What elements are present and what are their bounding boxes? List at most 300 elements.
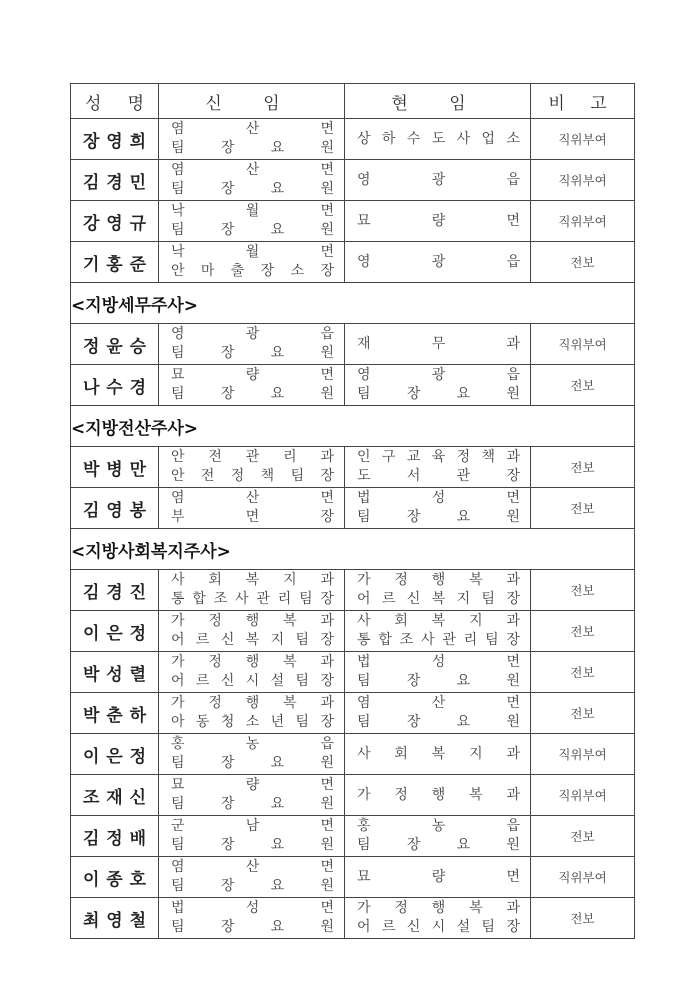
position-char: 원 bbox=[320, 796, 334, 812]
position-char: 어 bbox=[357, 591, 371, 607]
position-line bbox=[171, 344, 334, 363]
table-row bbox=[71, 324, 635, 365]
current-post bbox=[345, 693, 531, 734]
position-char: 장 bbox=[220, 755, 235, 771]
position-char: 리 bbox=[463, 632, 478, 648]
position-line bbox=[171, 590, 334, 609]
position-char: 면 bbox=[506, 654, 520, 670]
note: 직위부여 bbox=[531, 324, 635, 365]
position-line bbox=[171, 877, 334, 896]
position-char: 팀 bbox=[171, 181, 185, 197]
position-char: 면 bbox=[320, 777, 334, 793]
position-char: 회 bbox=[208, 572, 222, 588]
table-row bbox=[71, 488, 635, 529]
position-char: 면 bbox=[506, 490, 520, 506]
position-char: 영 bbox=[357, 367, 371, 383]
name-char: 진 bbox=[129, 582, 146, 603]
position-char: 군 bbox=[171, 818, 185, 834]
position-char: 관 bbox=[456, 468, 471, 484]
position-char: 팀 bbox=[357, 386, 371, 402]
name-char: 박 bbox=[83, 459, 100, 480]
position-char: 사 bbox=[456, 130, 471, 147]
position-char: 읍 bbox=[506, 367, 520, 383]
note: 전보 bbox=[531, 488, 635, 529]
new-post bbox=[159, 160, 345, 201]
name-char: 수 bbox=[106, 377, 123, 398]
current-post bbox=[345, 447, 531, 488]
position-char: 농 bbox=[245, 736, 260, 752]
position-char: 사 bbox=[421, 632, 435, 648]
table-row bbox=[71, 365, 635, 406]
position-char: 과 bbox=[320, 449, 334, 465]
position-line bbox=[357, 212, 520, 231]
table-row bbox=[71, 119, 635, 160]
position-char: 장 bbox=[220, 837, 235, 853]
position-char: 장 bbox=[220, 386, 235, 402]
note: 전보 bbox=[531, 611, 635, 652]
position-char: 원 bbox=[320, 222, 334, 238]
name-char: 김 bbox=[83, 500, 100, 521]
position-char: 책 bbox=[481, 449, 496, 465]
position-char: 행 bbox=[245, 613, 260, 629]
position-char: 설 bbox=[456, 919, 471, 935]
position-char: 가 bbox=[357, 786, 371, 803]
position-char: 읍 bbox=[320, 326, 334, 342]
name-char: 철 bbox=[129, 910, 146, 931]
position-line bbox=[357, 571, 520, 590]
position-char: 요 bbox=[456, 673, 471, 689]
name-char: 민 bbox=[129, 172, 146, 193]
position-char: 산 bbox=[245, 162, 260, 178]
name-char: 규 bbox=[129, 213, 146, 234]
position-char: 장 bbox=[320, 673, 334, 689]
position-char: 원 bbox=[506, 386, 520, 402]
current-post bbox=[345, 119, 531, 160]
position-char: 팀 bbox=[295, 673, 310, 689]
note: 직위부여 bbox=[531, 160, 635, 201]
new-post bbox=[159, 570, 345, 611]
position-char: 안 bbox=[171, 468, 185, 484]
name-char: 성 bbox=[106, 664, 123, 685]
name-char: 영 bbox=[106, 910, 123, 931]
name-char: 강 bbox=[83, 213, 100, 234]
position-char: 리 bbox=[277, 591, 292, 607]
position-line bbox=[171, 612, 334, 631]
position-char: 요 bbox=[456, 837, 471, 853]
position-char: 월 bbox=[245, 244, 260, 260]
position-char: 시 bbox=[431, 919, 446, 935]
person-name bbox=[71, 611, 159, 652]
position-char: 조 bbox=[399, 632, 414, 648]
position-line bbox=[171, 836, 334, 855]
note: 직위부여 bbox=[531, 734, 635, 775]
person-name bbox=[71, 734, 159, 775]
position-char: 장 bbox=[220, 878, 235, 894]
position-line bbox=[171, 631, 334, 650]
position-char: 묘 bbox=[357, 212, 371, 229]
section-title: <지방사회복지주사> bbox=[71, 529, 635, 570]
position-char: 팀 bbox=[357, 673, 371, 689]
position-char: 팀 bbox=[171, 919, 185, 935]
position-char: 남 bbox=[245, 818, 260, 834]
position-char: 광 bbox=[431, 367, 446, 383]
name-char: 은 bbox=[106, 623, 123, 644]
position-char: 요 bbox=[456, 714, 471, 730]
position-char: 사 bbox=[357, 745, 371, 762]
position-char: 장 bbox=[506, 468, 520, 484]
position-char: 정 bbox=[208, 695, 222, 711]
position-char: 법 bbox=[357, 490, 371, 506]
position-char: 원 bbox=[506, 837, 520, 853]
position-char: 정 bbox=[208, 654, 222, 670]
note: 전보 bbox=[531, 816, 635, 857]
position-char: 영 bbox=[357, 253, 371, 270]
position-char: 도 bbox=[431, 130, 446, 147]
position-char: 원 bbox=[320, 837, 334, 853]
position-char: 장 bbox=[320, 591, 334, 607]
position-char: 팀 bbox=[171, 345, 185, 361]
position-line bbox=[171, 448, 334, 467]
position-line bbox=[357, 899, 520, 918]
position-char: 아 bbox=[171, 714, 185, 730]
current-post bbox=[345, 365, 531, 406]
position-char: 르 bbox=[195, 673, 210, 689]
position-char: 면 bbox=[320, 121, 334, 137]
current-post bbox=[345, 775, 531, 816]
table-row bbox=[71, 898, 635, 939]
name-char: 영 bbox=[106, 213, 123, 234]
position-char: 량 bbox=[431, 868, 446, 885]
table-row bbox=[71, 857, 635, 898]
table-body bbox=[71, 119, 635, 939]
name-char: 배 bbox=[129, 828, 146, 849]
position-char: 행 bbox=[431, 900, 446, 916]
new-post bbox=[159, 734, 345, 775]
position-char: 과 bbox=[506, 786, 520, 803]
header-name bbox=[71, 84, 159, 119]
name-char: 기 bbox=[83, 254, 100, 275]
position-char: 구 bbox=[381, 449, 396, 465]
position-char: 과 bbox=[320, 695, 334, 711]
position-char: 동 bbox=[195, 714, 210, 730]
position-char: 행 bbox=[245, 695, 260, 711]
position-char: 정 bbox=[456, 449, 471, 465]
position-char: 복 bbox=[283, 695, 297, 711]
position-line bbox=[357, 653, 520, 672]
new-post bbox=[159, 611, 345, 652]
name-char: 병 bbox=[106, 459, 123, 480]
position-char: 복 bbox=[431, 745, 446, 762]
position-char: 면 bbox=[320, 490, 334, 506]
position-char: 광 bbox=[431, 253, 446, 270]
position-line bbox=[357, 631, 520, 650]
position-char: 합 bbox=[192, 591, 206, 607]
position-char: 통 bbox=[171, 591, 185, 607]
position-char: 요 bbox=[270, 386, 285, 402]
position-char: 팀 bbox=[357, 509, 371, 525]
table-row bbox=[71, 775, 635, 816]
position-line bbox=[171, 754, 334, 773]
position-char: 인 bbox=[357, 449, 371, 465]
position-char: 면 bbox=[320, 367, 334, 383]
position-char: 량 bbox=[431, 212, 446, 229]
position-char: 과 bbox=[320, 572, 334, 588]
note: 전보 bbox=[531, 365, 635, 406]
position-line bbox=[171, 858, 334, 877]
person-name bbox=[71, 693, 159, 734]
position-char: 원 bbox=[320, 181, 334, 197]
person-name bbox=[71, 775, 159, 816]
position-char: 장 bbox=[320, 632, 334, 648]
position-char: 리 bbox=[283, 449, 297, 465]
current-post bbox=[345, 488, 531, 529]
position-char: 복 bbox=[431, 591, 446, 607]
position-char: 사 bbox=[357, 613, 371, 629]
position-char: 원 bbox=[320, 878, 334, 894]
table-row bbox=[71, 447, 635, 488]
position-char: 가 bbox=[171, 613, 185, 629]
person-name bbox=[71, 119, 159, 160]
name-char: 만 bbox=[129, 459, 146, 480]
position-char: 책 bbox=[260, 468, 275, 484]
position-line bbox=[357, 508, 520, 527]
position-char: 묘 bbox=[171, 777, 185, 793]
position-char: 염 bbox=[357, 695, 371, 711]
position-char: 신 bbox=[220, 673, 235, 689]
position-char: 요 bbox=[456, 509, 471, 525]
position-char: 읍 bbox=[320, 736, 334, 752]
name-char: 준 bbox=[129, 254, 146, 275]
position-line bbox=[357, 672, 520, 691]
position-char: 팀 bbox=[485, 632, 499, 648]
position-line bbox=[357, 786, 520, 805]
position-char: 지 bbox=[456, 591, 471, 607]
position-char: 팀 bbox=[290, 468, 305, 484]
new-post bbox=[159, 242, 345, 283]
position-char: 광 bbox=[431, 171, 446, 188]
position-char: 요 bbox=[456, 386, 471, 402]
name-char: 재 bbox=[106, 787, 123, 808]
position-line bbox=[171, 120, 334, 139]
position-char: 장 bbox=[406, 386, 421, 402]
position-char: 복 bbox=[469, 572, 483, 588]
position-char: 관 bbox=[442, 632, 456, 648]
position-char: 요 bbox=[270, 837, 285, 853]
header-name-char: 성 bbox=[85, 93, 102, 114]
position-char: 복 bbox=[469, 900, 483, 916]
position-char: 농 bbox=[431, 818, 446, 834]
position-char: 과 bbox=[506, 613, 520, 629]
name-char: 봉 bbox=[129, 500, 146, 521]
position-char: 면 bbox=[320, 818, 334, 834]
position-char: 량 bbox=[245, 777, 260, 793]
name-char: 정 bbox=[129, 746, 146, 767]
position-line bbox=[357, 489, 520, 508]
position-char: 교 bbox=[406, 449, 421, 465]
new-post bbox=[159, 447, 345, 488]
note: 직위부여 bbox=[531, 201, 635, 242]
position-char: 복 bbox=[283, 654, 297, 670]
position-char: 르 bbox=[195, 632, 210, 648]
position-char: 원 bbox=[320, 755, 334, 771]
position-char: 장 bbox=[320, 714, 334, 730]
position-line bbox=[171, 735, 334, 754]
position-char: 정 bbox=[394, 786, 408, 803]
position-char: 장 bbox=[220, 140, 235, 156]
note: 직위부여 bbox=[531, 857, 635, 898]
position-char: 원 bbox=[320, 140, 334, 156]
current-post bbox=[345, 324, 531, 365]
name-char: 희 bbox=[129, 131, 146, 152]
person-name bbox=[71, 570, 159, 611]
position-char: 팀 bbox=[171, 222, 185, 238]
person-name bbox=[71, 365, 159, 406]
section-header-row bbox=[71, 283, 635, 324]
position-char: 팀 bbox=[357, 714, 371, 730]
note: 직위부여 bbox=[531, 119, 635, 160]
current-post bbox=[345, 652, 531, 693]
current-post bbox=[345, 570, 531, 611]
position-line bbox=[171, 489, 334, 508]
position-char: 서 bbox=[406, 468, 421, 484]
name-char: 이 bbox=[83, 623, 100, 644]
position-char: 출 bbox=[230, 263, 245, 279]
note: 전보 bbox=[531, 693, 635, 734]
position-char: 원 bbox=[320, 386, 334, 402]
header-row bbox=[71, 84, 635, 119]
current-post bbox=[345, 898, 531, 939]
name-char: 이 bbox=[83, 869, 100, 890]
position-char: 산 bbox=[431, 695, 446, 711]
person-name bbox=[71, 488, 159, 529]
name-char: 김 bbox=[83, 172, 100, 193]
position-char: 가 bbox=[171, 695, 185, 711]
position-line bbox=[171, 672, 334, 691]
name-char: 나 bbox=[83, 377, 100, 398]
position-char: 팀 bbox=[295, 714, 310, 730]
position-char: 원 bbox=[320, 345, 334, 361]
position-char: 과 bbox=[506, 335, 520, 352]
new-post bbox=[159, 693, 345, 734]
position-char: 가 bbox=[171, 654, 185, 670]
position-char: 설 bbox=[270, 673, 285, 689]
table-row bbox=[71, 160, 635, 201]
position-char: 염 bbox=[171, 121, 185, 137]
position-char: 복 bbox=[283, 613, 297, 629]
new-post bbox=[159, 488, 345, 529]
name-char: 김 bbox=[83, 828, 100, 849]
name-char: 경 bbox=[129, 377, 146, 398]
position-line bbox=[357, 448, 520, 467]
position-line bbox=[171, 508, 334, 527]
note: 전보 bbox=[531, 447, 635, 488]
position-line bbox=[171, 366, 334, 385]
table-row bbox=[71, 734, 635, 775]
position-char: 어 bbox=[357, 919, 371, 935]
new-post bbox=[159, 652, 345, 693]
position-line bbox=[171, 385, 334, 404]
new-post bbox=[159, 857, 345, 898]
note: 직위부여 bbox=[531, 775, 635, 816]
position-char: 소 bbox=[506, 130, 520, 147]
position-char: 장 bbox=[220, 222, 235, 238]
position-char: 관 bbox=[245, 449, 260, 465]
table-row bbox=[71, 816, 635, 857]
new-post bbox=[159, 898, 345, 939]
person-name bbox=[71, 201, 159, 242]
position-char: 장 bbox=[220, 796, 235, 812]
position-char: 부 bbox=[171, 509, 185, 525]
position-char: 업 bbox=[481, 130, 496, 147]
position-line bbox=[357, 745, 520, 764]
position-char: 수 bbox=[406, 130, 421, 147]
position-line bbox=[171, 899, 334, 918]
position-char: 복 bbox=[431, 613, 446, 629]
position-char: 원 bbox=[320, 919, 334, 935]
position-char: 통 bbox=[357, 632, 371, 648]
position-char: 가 bbox=[357, 572, 371, 588]
new-post bbox=[159, 119, 345, 160]
position-line bbox=[171, 139, 334, 158]
position-char: 장 bbox=[220, 919, 235, 935]
current-post bbox=[345, 816, 531, 857]
name-char: 경 bbox=[106, 172, 123, 193]
position-char: 어 bbox=[171, 673, 185, 689]
position-line bbox=[357, 817, 520, 836]
person-name bbox=[71, 160, 159, 201]
position-char: 소 bbox=[290, 263, 305, 279]
position-char: 관 bbox=[256, 591, 270, 607]
position-char: 장 bbox=[406, 509, 421, 525]
person-name bbox=[71, 324, 159, 365]
position-char: 산 bbox=[245, 490, 260, 506]
position-char: 홍 bbox=[171, 736, 185, 752]
position-char: 과 bbox=[506, 449, 520, 465]
position-char: 사 bbox=[235, 591, 249, 607]
name-char: 은 bbox=[106, 746, 123, 767]
position-char: 요 bbox=[270, 181, 285, 197]
position-char: 무 bbox=[431, 335, 446, 352]
person-name bbox=[71, 242, 159, 283]
position-char: 묘 bbox=[171, 367, 185, 383]
name-char: 최 bbox=[83, 910, 100, 931]
current-post bbox=[345, 201, 531, 242]
name-char: 이 bbox=[83, 746, 100, 767]
position-line bbox=[171, 202, 334, 221]
name-char: 영 bbox=[106, 500, 123, 521]
name-char: 조 bbox=[83, 787, 100, 808]
position-char: 요 bbox=[270, 222, 285, 238]
position-char: 장 bbox=[506, 919, 520, 935]
position-char: 청 bbox=[220, 714, 235, 730]
note: 전보 bbox=[531, 652, 635, 693]
position-char: 정 bbox=[394, 900, 408, 916]
position-line bbox=[357, 385, 520, 404]
person-name bbox=[71, 816, 159, 857]
position-char: 요 bbox=[270, 796, 285, 812]
position-char: 장 bbox=[320, 509, 334, 525]
position-line bbox=[171, 325, 334, 344]
position-char: 안 bbox=[171, 449, 185, 465]
position-char: 육 bbox=[431, 449, 446, 465]
position-char: 요 bbox=[270, 919, 285, 935]
position-char: 산 bbox=[245, 859, 260, 875]
table-row bbox=[71, 570, 635, 611]
personnel-table bbox=[70, 83, 635, 939]
position-line bbox=[171, 161, 334, 180]
position-line bbox=[357, 253, 520, 272]
position-char: 르 bbox=[381, 591, 396, 607]
